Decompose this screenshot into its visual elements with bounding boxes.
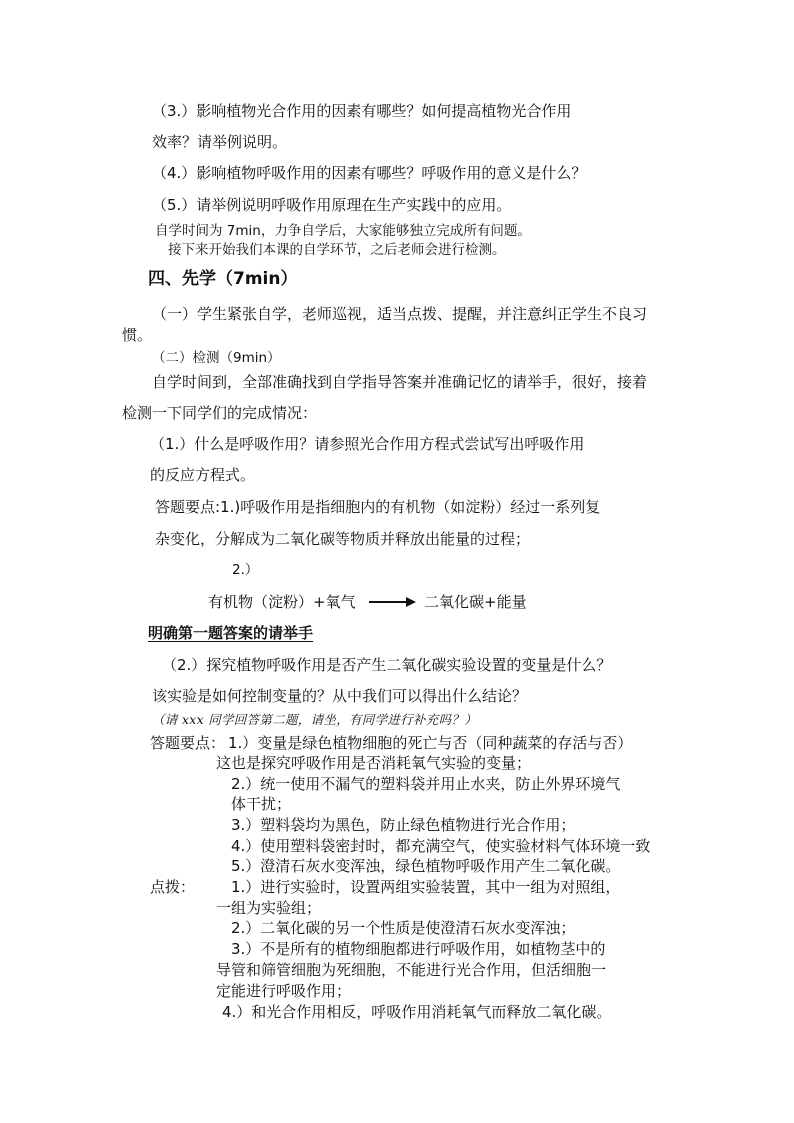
answer-2-item-4: 4.）使用塑料袋密封时，都充满空气，使实验材料气体环境一致 <box>231 837 651 855</box>
equation-right: 二氧化碳+能量 <box>424 593 527 611</box>
tip-item-4: 4.）和光合作用相反，呼吸作用消耗氧气而释放二氧化碳。 <box>222 1003 612 1021</box>
answer-2-item-3: 3.）塑料袋均为黑色，防止绿色植物进行光合作用； <box>231 816 576 834</box>
tip-item-1: 1.）进行实验时，设置两组实验装置，其中一组为对照组， <box>231 878 621 896</box>
answer-1-line-2: 杂变化，分解成为二氧化碳等物质并释放出能量的过程； <box>155 530 531 548</box>
test-intro-line-1: 自学时间到，全部准确找到自学指导答案并准确记忆的请举手，很好，接着 <box>152 373 648 391</box>
next-step-note: 接下来开始我们本课的自学环节，之后老师会进行检测。 <box>168 242 506 258</box>
answer-2-item-2-cont: 体干扰； <box>231 795 292 813</box>
teacher-hint: （请 xxx 同学回答第二题，请坐，有同学进行补充吗？） <box>152 712 477 727</box>
question-2-line-1: （2.）探究植物呼吸作用是否产生二氧化碳实验设置的变量是什么？ <box>162 656 612 674</box>
test-intro-line-2: 检测一下同学们的完成情况： <box>122 404 318 422</box>
section-heading: 四、先学（7min） <box>148 269 298 289</box>
answer-1-line-1: 答题要点:1.)呼吸作用是指细胞内的有机物（如淀粉）经过一系列复 <box>155 498 601 516</box>
tip-item-2: 2.）二氧化碳的另一个性质是使澄清石灰水变浑浊； <box>231 919 576 937</box>
question-3-line-2: 效率？请举例说明。 <box>152 133 288 151</box>
step-one-line-1: （一）学生紧张自学，老师巡视，适当点拨、提醒，并注意纠正学生不良习 <box>152 305 648 323</box>
question-2-line-2: 该实验是如何控制变量的？从中我们可以得出什么结论？ <box>152 687 528 705</box>
step-two-heading: （二）检测（9min） <box>152 350 281 366</box>
answer-2-item-5: 5.）澄清石灰水变浑浊，绿色植物呼吸作用产生二氧化碳。 <box>231 857 621 875</box>
answer-2-item-1-cont: 这也是探究呼吸作用是否消耗氧气实验的变量； <box>216 754 532 772</box>
answer-1-item-2: 2.） <box>232 562 259 578</box>
tip-item-3-cont-1: 导管和筛管细胞为死细胞，不能进行光合作用，但活细胞一 <box>216 961 607 979</box>
question-4: （4.）影响植物呼吸作用的因素有哪些？呼吸作用的意义是什么？ <box>152 164 587 182</box>
tip-item-3: 3.）不是所有的植物细胞都进行呼吸作用，如植物茎中的 <box>231 940 606 958</box>
answer-2-item-1: 1.）变量是绿色植物细胞的死亡与否（同种蔬菜的存活与否） <box>228 734 633 752</box>
tips-label: 点拨： <box>150 878 196 896</box>
self-study-time-note: 自学时间为 7min，力争自学后，大家能够独立完成所有问题。 <box>155 223 531 239</box>
reaction-arrow-icon <box>368 592 418 612</box>
equation-left: 有机物（淀粉）+氧气 <box>208 593 356 611</box>
question-3-line-1: （3.）影响植物光合作用的因素有哪些？如何提高植物光合作用 <box>152 102 572 120</box>
question-1-line-1: （1.）什么是呼吸作用？请参照光合作用方程式尝试写出呼吸作用 <box>150 435 585 453</box>
tip-item-3-cont-2: 定能进行呼吸作用； <box>216 982 352 1000</box>
answer-2-item-2: 2.）统一使用不漏气的塑料袋并用止水夹，防止外界环境气 <box>231 775 621 793</box>
question-1-line-2: 的反应方程式。 <box>150 466 256 484</box>
answer-2-label: 答题要点： <box>150 734 226 752</box>
question-5: （5.）请举例说明呼吸作用原理在生产实践中的应用。 <box>152 196 512 214</box>
tip-item-1-cont: 一组为实验组； <box>216 899 322 917</box>
step-one-line-2: 惯。 <box>122 326 153 344</box>
raise-hand-prompt: 明确第一题答案的请举手 <box>148 624 314 642</box>
